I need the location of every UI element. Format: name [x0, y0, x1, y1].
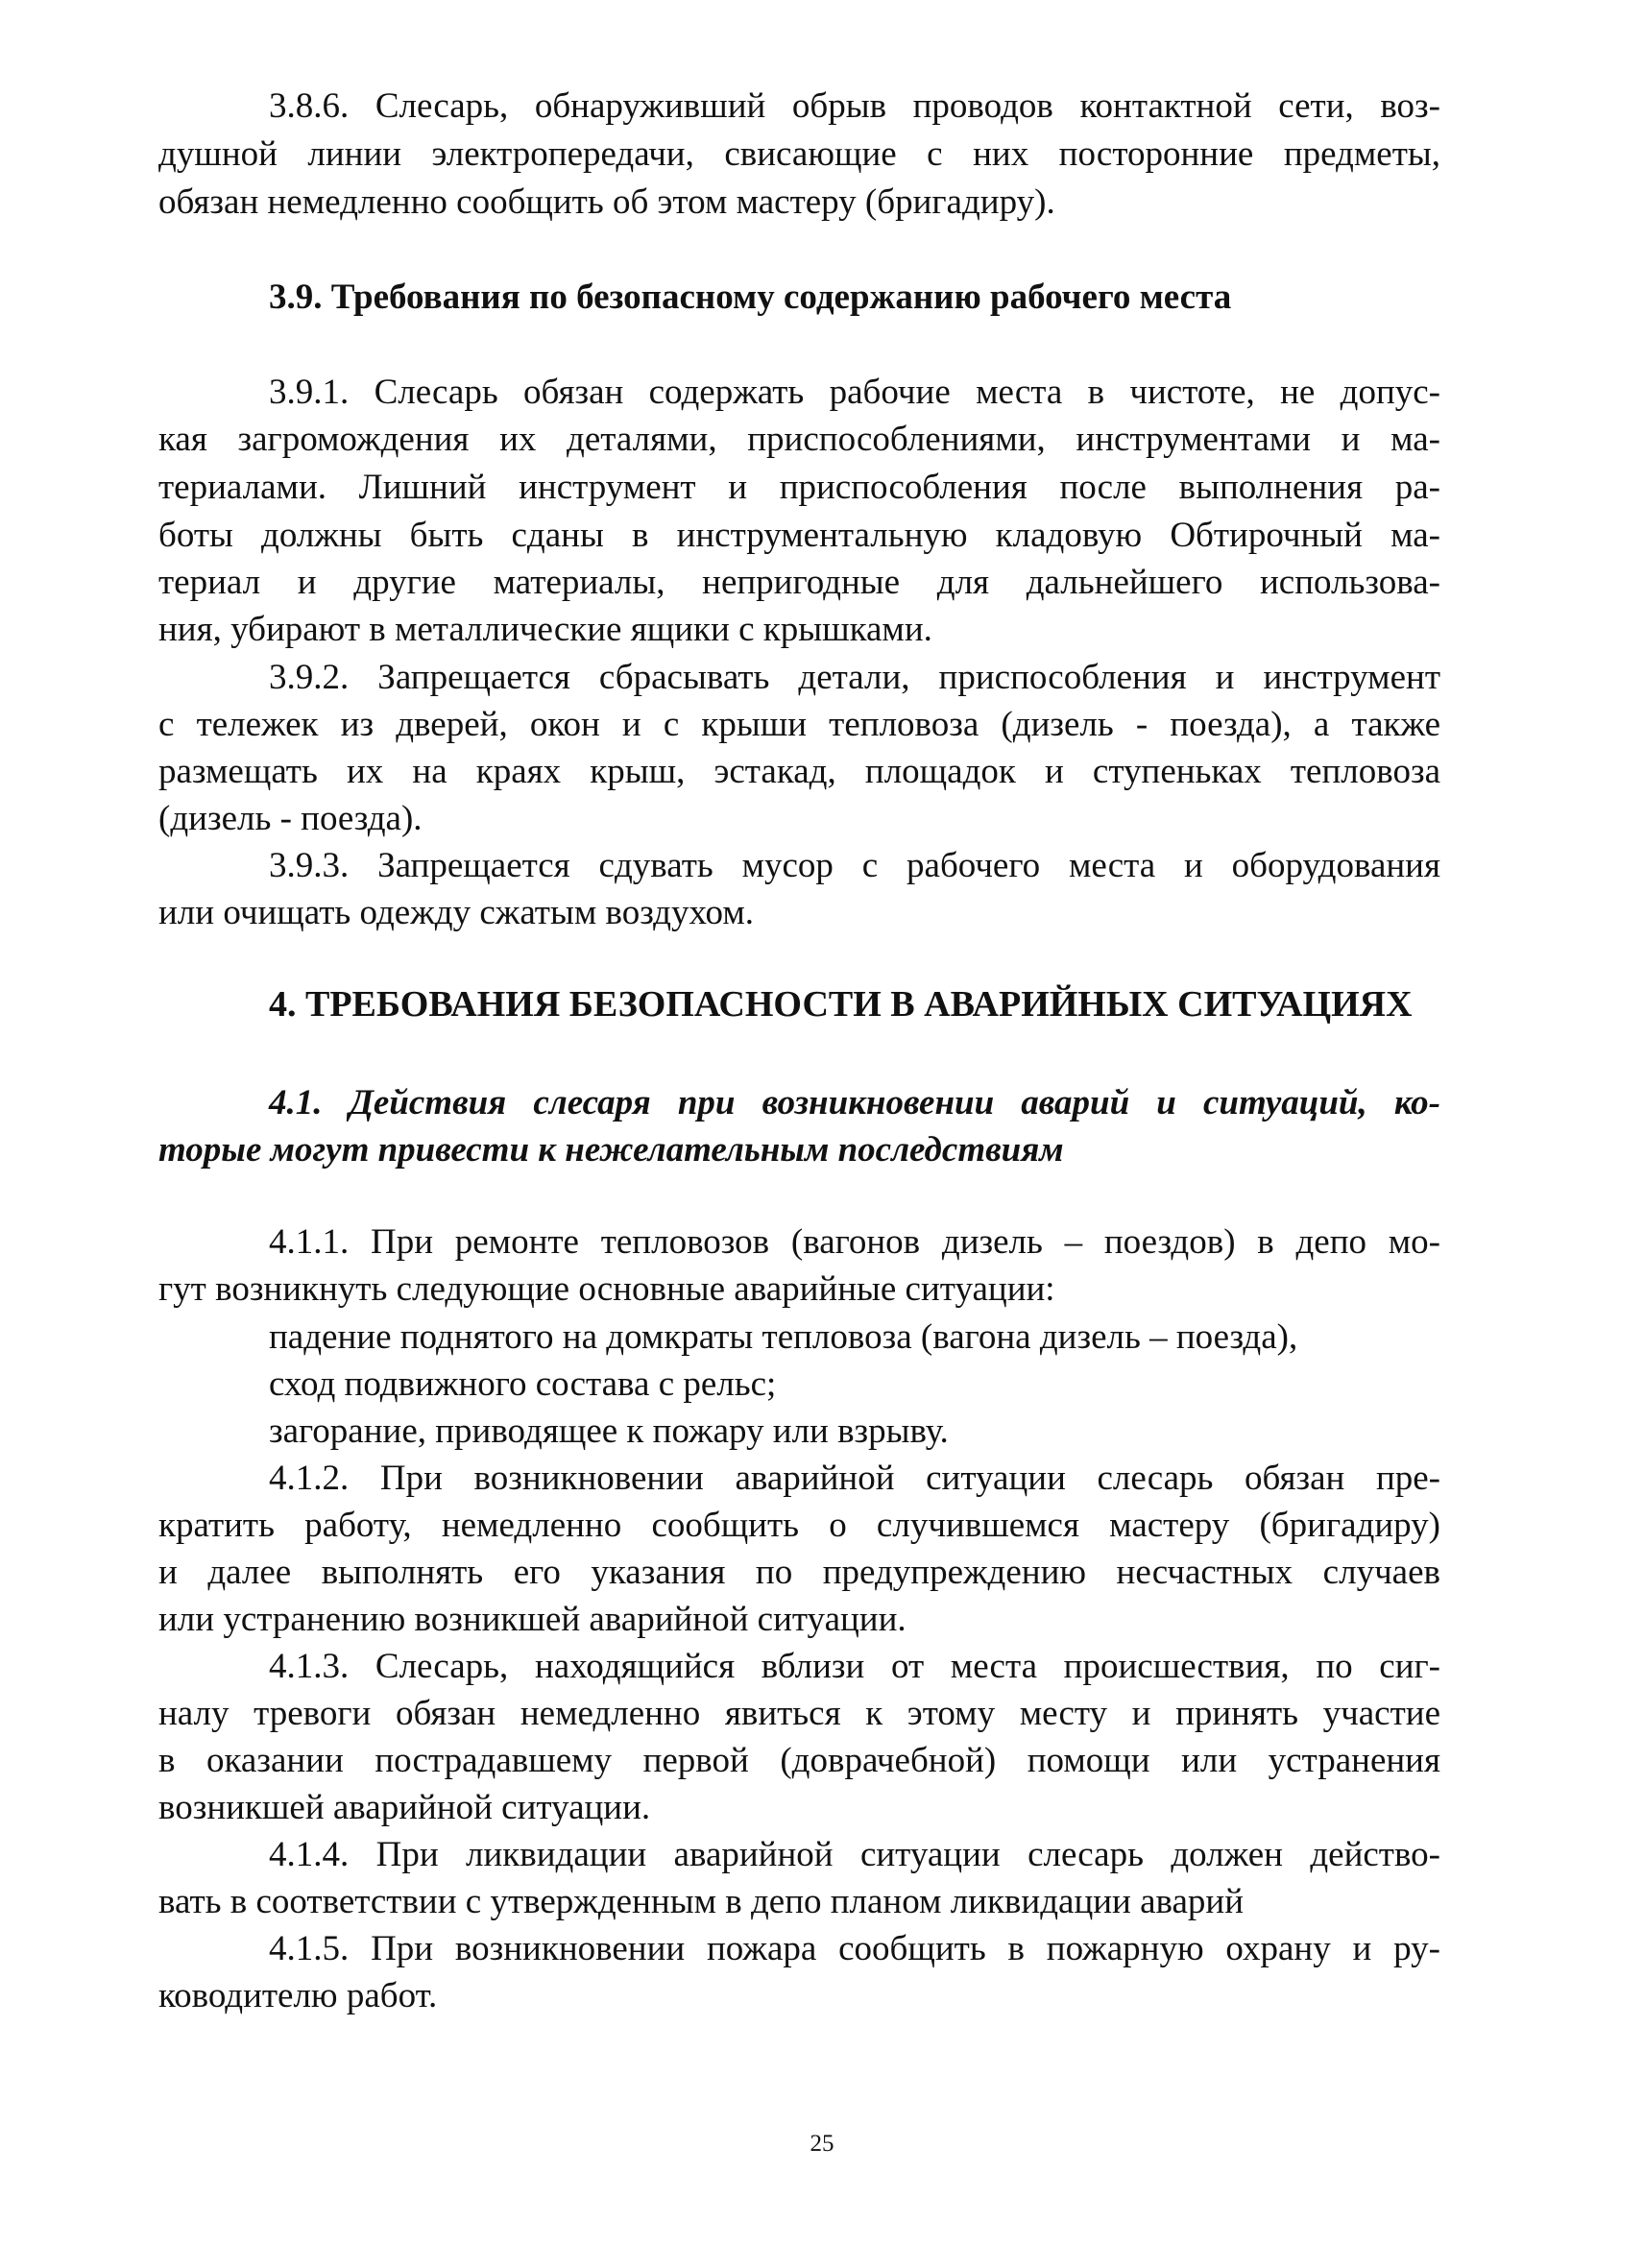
paragraph-4-1-3-line: налу тревоги обязан немедленно явиться к этому месту и принять участие — [158, 1694, 1440, 1733]
paragraph-4-1-1-line: загорание, приводящее к пожару или взрыву. — [269, 1411, 949, 1451]
section-heading-3-9: 3.9. Требования по безопасному содержанию рабочего места — [269, 277, 1232, 317]
paragraph-3-9-1-line: ния, убирают в металлические ящики с крышками. — [158, 610, 932, 649]
paragraph-4-1-5-line: ководителю работ. — [158, 1976, 438, 2015]
paragraph-3-8-6-line: 3.8.6. Слесарь, обнаруживший обрыв проводов контактной сети, воз- — [269, 86, 1440, 126]
paragraph-4-1-1-line: сход подвижного состава с рельс; — [269, 1364, 777, 1404]
paragraph-3-9-2-line: размещать их на краях крыш, эстакад, площадок и ступеньках тепловоза — [158, 752, 1440, 791]
paragraph-4-1-1-line: падение поднятого на домкраты тепловоза (вагона дизель – поезда), — [269, 1317, 1298, 1357]
paragraph-3-8-6-line: душной линии электропередачи, свисающие с них посторонние предметы, — [158, 134, 1440, 174]
paragraph-3-9-1-line: териал и другие материалы, непригодные для дальнейшего использова- — [158, 563, 1440, 602]
section-heading-4-1: торые могут привести к нежелательным последствиям — [158, 1130, 1064, 1170]
paragraph-4-1-2-line: кратить работу, немедленно сообщить о случившемся мастеру (бригадиру) — [158, 1506, 1440, 1545]
paragraph-4-1-2-line: 4.1.2. При возникновении аварийной ситуации слесарь обязан пре- — [269, 1459, 1440, 1498]
paragraph-3-9-3-line: 3.9.3. Запрещается сдувать мусор с рабочего места и оборудования — [269, 846, 1440, 885]
section-heading-4-1: 4.1. Действия слесаря при возникновении аварий и ситуаций, ко- — [269, 1083, 1440, 1122]
paragraph-4-1-3-line: возникшей аварийной ситуации. — [158, 1788, 651, 1827]
paragraph-4-1-5-line: 4.1.5. При возникновении пожара сообщить в пожарную охрану и ру- — [269, 1929, 1440, 1968]
paragraph-4-1-1-line: гут возникнуть следующие основные аварийные ситуации: — [158, 1269, 1055, 1309]
page-number: 25 — [810, 2131, 834, 2157]
paragraph-4-1-3-line: в оказании пострадавшему первой (доврачебной) помощи или устранения — [158, 1741, 1440, 1780]
paragraph-4-1-4-line: вать в соответствии с утвержденным в депо планом ликвидации аварий — [158, 1882, 1245, 1921]
chapter-heading-4: 4. ТРЕБОВАНИЯ БЕЗОПАСНОСТИ В АВАРИЙНЫХ СИТУАЦИЯХ — [269, 984, 1413, 1025]
paragraph-4-1-2-line: и далее выполнять его указания по предупреждению несчастных случаев — [158, 1553, 1440, 1592]
paragraph-3-9-2-line: (дизель - поезда). — [158, 799, 423, 838]
paragraph-4-1-1-line: 4.1.1. При ремонте тепловозов (вагонов дизель – поездов) в депо мо- — [269, 1222, 1440, 1262]
paragraph-3-8-6-line: обязан немедленно сообщить об этом мастеру (бригадиру). — [158, 182, 1055, 222]
paragraph-3-9-1-line: 3.9.1. Слесарь обязан содержать рабочие места в чистоте, не допус- — [269, 373, 1440, 412]
paragraph-3-9-1-line: кая загромождения их деталями, приспособлениями, инструментами и ма- — [158, 420, 1440, 459]
paragraph-3-9-3-line: или очищать одежду сжатым воздухом. — [158, 893, 755, 932]
paragraph-4-1-3-line: 4.1.3. Слесарь, находящийся вблизи от места происшествия, по сиг- — [269, 1647, 1440, 1686]
paragraph-4-1-4-line: 4.1.4. При ликвидации аварийной ситуации слесарь должен действо- — [269, 1835, 1440, 1874]
paragraph-3-9-2-line: 3.9.2. Запрещается сбрасывать детали, приспособления и инструмент — [269, 658, 1440, 697]
paragraph-4-1-2-line: или устранению возникшей аварийной ситуации. — [158, 1600, 907, 1639]
paragraph-3-9-1-line: териалами. Лишний инструмент и приспособления после выполнения ра- — [158, 468, 1440, 507]
paragraph-3-9-2-line: с тележек из дверей, окон и с крыши тепловоза (дизель - поезда), а также — [158, 705, 1440, 744]
paragraph-3-9-1-line: боты должны быть сданы в инструментальную кладовую Обтирочный ма- — [158, 516, 1440, 555]
